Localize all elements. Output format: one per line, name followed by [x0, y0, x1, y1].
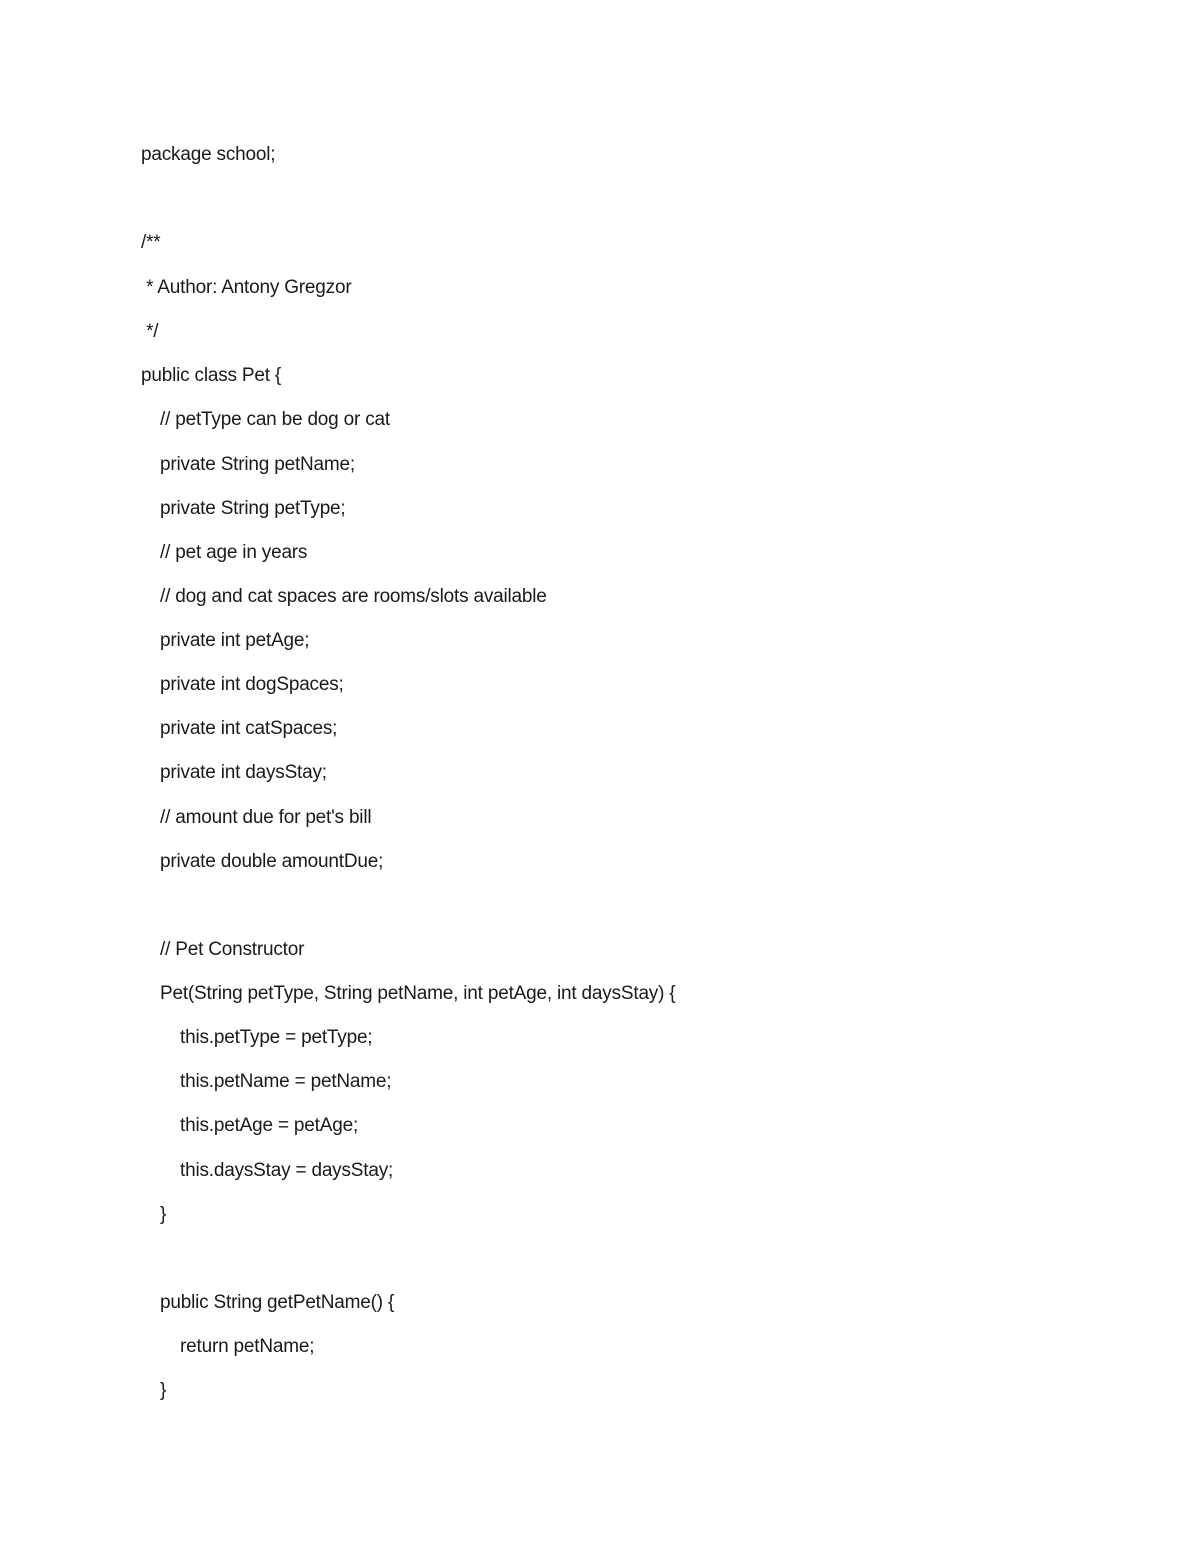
code-line-field-dogspaces: private int dogSpaces;	[160, 674, 344, 695]
code-line-package: package school;	[141, 144, 276, 165]
code-line-field-petage: private int petAge;	[160, 630, 310, 651]
code-line-field-petname: private String petName;	[160, 454, 355, 475]
code-line-field-catspaces: private int catSpaces;	[160, 718, 338, 739]
code-line-comment-close: */	[141, 321, 159, 342]
code-line-constructor-close: }	[160, 1204, 167, 1225]
code-line-assign-daysstay: this.daysStay = daysStay;	[180, 1160, 394, 1181]
code-line-field-daysstay: private int daysStay;	[160, 762, 327, 783]
code-line-comment-open: /**	[141, 232, 161, 253]
code-line-getter-signature: public String getPetName() {	[160, 1292, 395, 1313]
code-line-author: * Author: Antony Gregzor	[141, 277, 352, 298]
code-line-comment-spaces: // dog and cat spaces are rooms/slots available	[160, 586, 547, 607]
code-line-assign-pettype: this.petType = petType;	[180, 1027, 373, 1048]
code-line-comment-constructor: // Pet Constructor	[160, 939, 305, 960]
code-line-assign-petage: this.petAge = petAge;	[180, 1115, 359, 1136]
code-line-constructor-signature: Pet(String petType, String petName, int petAge, int daysStay) {	[160, 983, 676, 1004]
code-line-comment-amountdue: // amount due for pet's bill	[160, 807, 372, 828]
code-line-class-declaration: public class Pet {	[141, 365, 282, 386]
code-line-field-pettype: private String petType;	[160, 498, 346, 519]
code-line-getter-close: }	[160, 1380, 167, 1401]
code-line-getter-return: return petName;	[180, 1336, 315, 1357]
code-line-assign-petname: this.petName = petName;	[180, 1071, 392, 1092]
code-line-field-amountdue: private double amountDue;	[160, 851, 384, 872]
code-line-comment-petage: // pet age in years	[160, 542, 308, 563]
code-line-comment-pettype: // petType can be dog or cat	[160, 409, 390, 430]
